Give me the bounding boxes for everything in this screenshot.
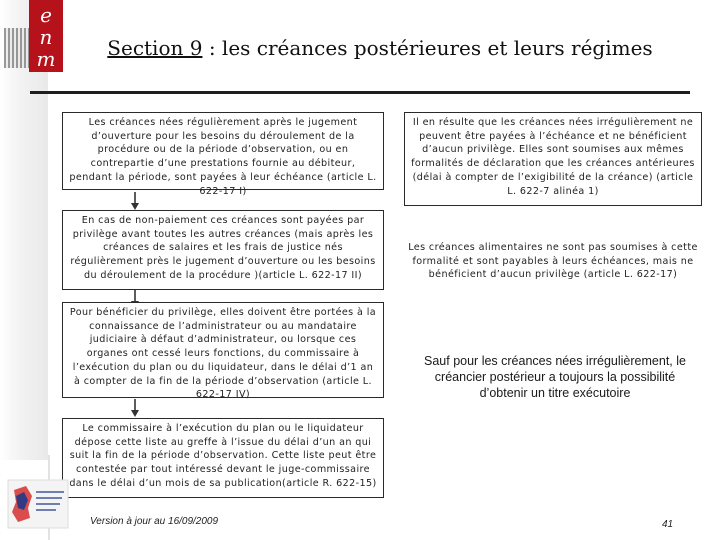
right-box-1 — [404, 112, 702, 206]
svg-text:e: e — [40, 3, 52, 27]
left-box-4-text: Le commissaire à l’exécution du plan ou le liquidateur dépose cette liste au greffe à l’issue du délai d’un an qui suit la fin de la période d’observation. Cette liste peut être contestée par tout intéressé devant le juge-commissaire dans le délai d’un mois de sa publication(article R. 622-15) — [69, 423, 377, 489]
left-box-2-text: En cas de non-paiement ces créances sont payées par privilège avant toutes les autres créances (mais après les créances de salaires et les frais de justice nés régulièrement près le jugement d’ouverture ou les besoins du déroulement de la procédure )(article L. 622-17 II) — [70, 215, 376, 281]
down-arrow-icon — [130, 192, 140, 210]
section-label: Section 9 — [107, 36, 203, 60]
version-text: Version à jour au 16/09/2009 — [90, 516, 219, 527]
down-arrow-icon — [130, 399, 140, 417]
left-box-1 — [62, 112, 384, 197]
left-box-1-text: Les créances nées régulièrement après le jugement d’ouverture pour les besoins du déroulement de la procédure ou de la période d’observation, ou en contrepartie d’une prestations fournie au débiteur, pendant la période, sont payées à leur échéance (article L. 622-17 I) — [69, 117, 377, 197]
right-text-2 — [404, 241, 702, 282]
right-text-2-content: Les créances alimentaires ne sont pas soumises à cette formalité et sont payables à leurs échéances, mais ne bénéficient d’aucun privilège (article L. 622-17) — [408, 242, 698, 281]
page-title — [70, 36, 690, 60]
page-number: 41 — [662, 519, 674, 530]
left-box-3-text: Pour bénéficier du privilège, elles doivent être portées à la connaissance de l’administrateur ou au mandataire judiciaire à défaut d’administrateur, ou lorsque ces organes ont cessé leurs fonctions, du commissaire à l’exécution du plan ou du liquidateur, dans le délai d’1 an à compter de la fin de la période d’observation (article L. 622-17 IV) — [69, 307, 377, 401]
title-divider — [30, 91, 690, 94]
right-box-1-text: Il en résulte que les créances nées irrégulièrement ne peuvent être payées à l’échéance et ne bénéficient d’aucun privilège. Elles sont soumises aux mêmes formalités de déclaration que les créances antérieures (délai à compter de l’exigibilité de la créance) (article L. 622-7 alinéa 1) — [411, 117, 695, 197]
svg-text:n: n — [39, 25, 53, 49]
left-box-2 — [62, 210, 384, 290]
left-box-4 — [62, 418, 384, 498]
title-text: : les créances postérieures et leurs régimes — [202, 36, 653, 60]
left-box-3 — [62, 302, 384, 401]
right-note-text: Sauf pour les créances nées irrégulièrement, le créancier postérieur a toujours la possibilité d’obtenir un titre exécutoire — [424, 354, 686, 400]
ministry-emblem — [6, 478, 70, 530]
svg-text:m: m — [36, 47, 56, 71]
enm-logo — [29, 0, 63, 72]
right-note — [418, 353, 692, 401]
